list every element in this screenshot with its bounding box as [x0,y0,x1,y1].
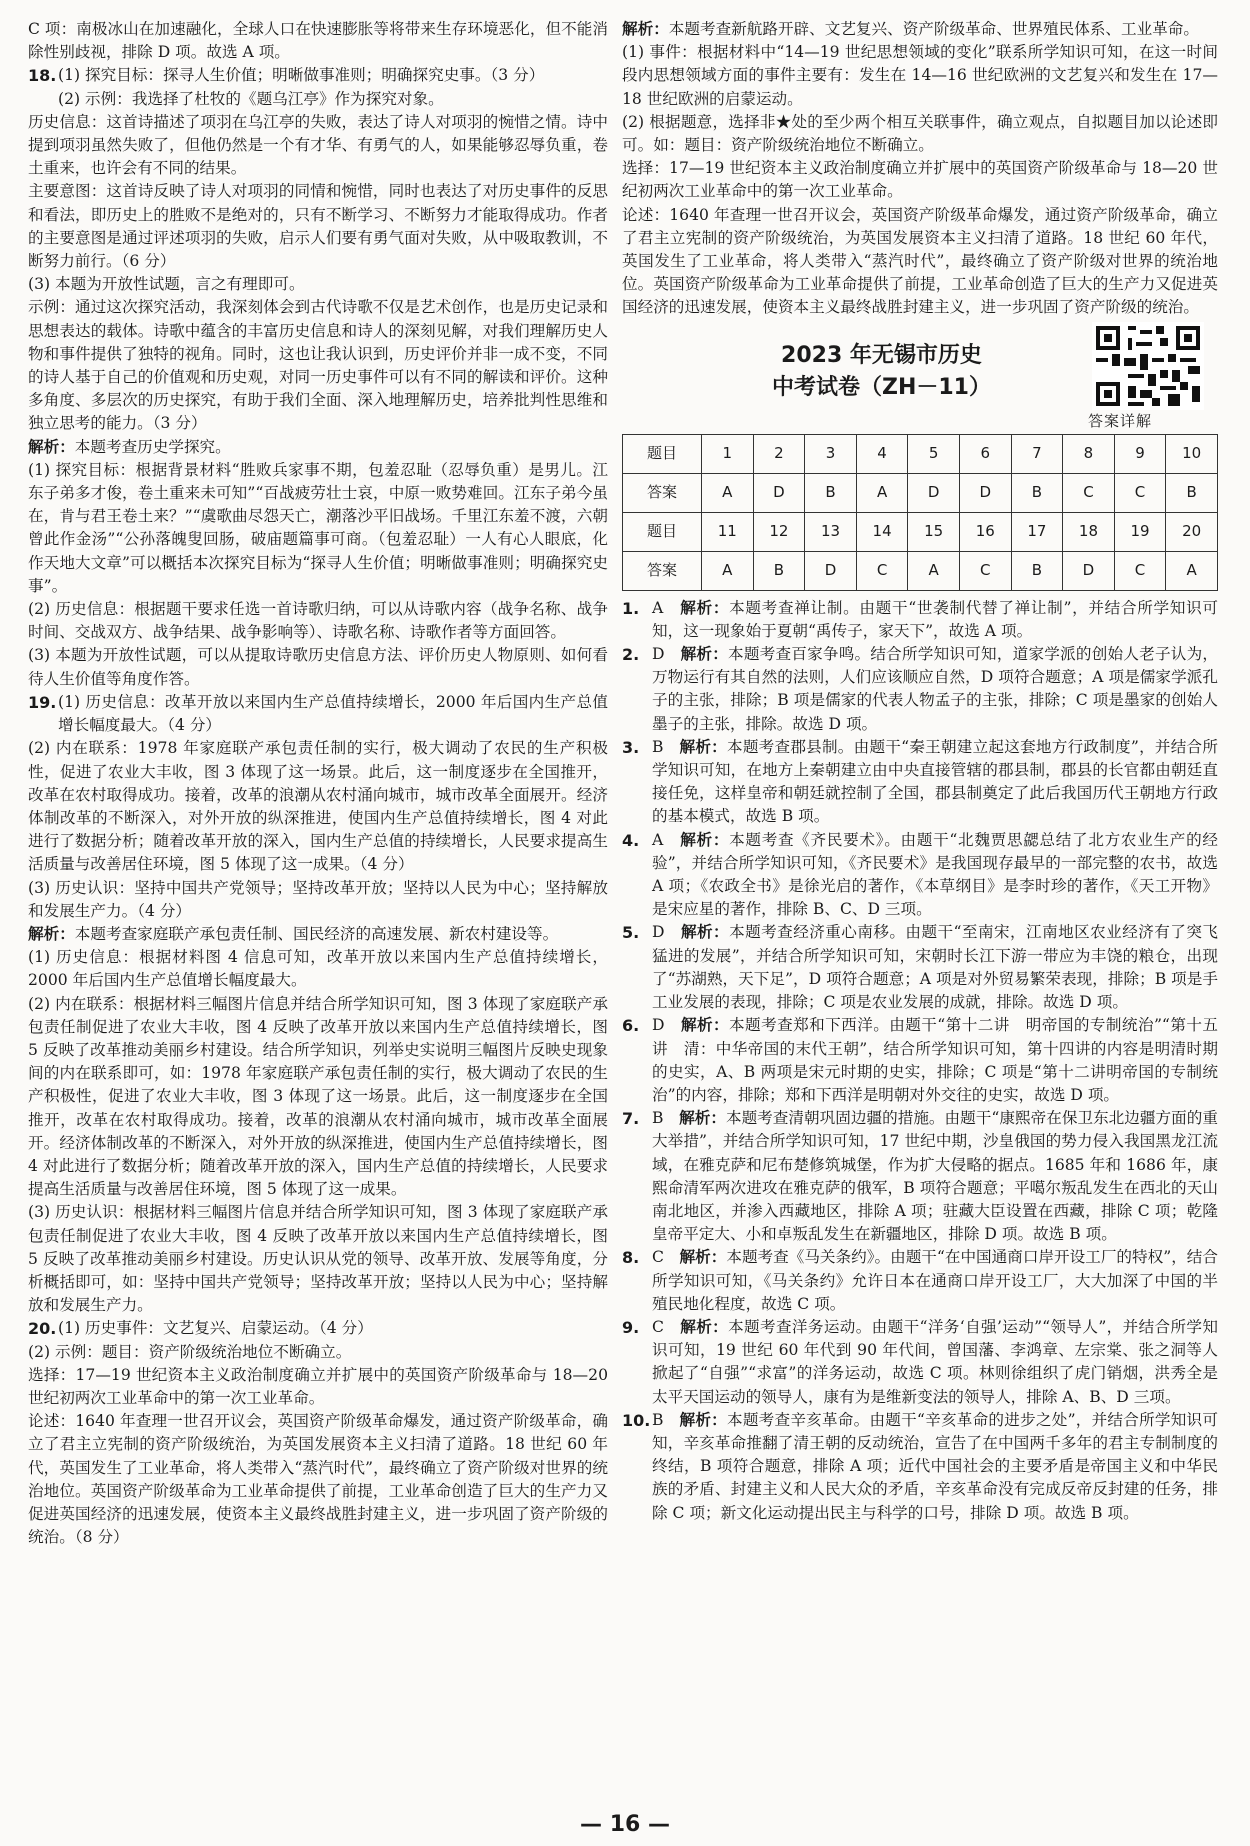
question-number: 18. [28,66,57,86]
analysis-text: 本题考查禅让制。由题干“世袭制代替了禅让制”，并结合所学知识可知，这一现象始于夏朝“禹传子，家天下”，故选 A 项。 [652,598,1218,640]
list-item [622,1409,1218,1525]
question-number: 4. [622,830,640,850]
answer-explanation [652,829,1218,922]
qr-caption: 答案详解 [1088,411,1153,430]
analysis-label: 解析： [679,1109,726,1128]
analysis-text: 本题考查经济重心南移。由题干“至南宋，江南地区农业经济有了突飞猛进的发展”，并结合所学知识可知，宋朝时长江下游一带应为丰饶的粮仓，出现了“苏湖熟，天下足”，D 项符合题意；A 项是对外贸易繁荣表现，排除；B 项是手工业发展的表现，排除；C 项是农业发展的成就，排除。故选 D 项。 [652,923,1218,1012]
answer-explanation [652,1409,1218,1525]
table-cell: 8 [1063,434,1115,473]
answer-letter: B [652,1109,664,1128]
list-item [622,1316,1218,1409]
table-cell: A [856,473,908,512]
table-cell: D [805,551,857,590]
q18-answer-2: (2) 示例：我选择了杜牧的《题乌江亭》作为探究对象。 [58,89,444,108]
analysis-label: 解析： [680,923,730,942]
row-label: 答案 [623,473,702,512]
analysis-label: 解析： [680,598,730,617]
table-cell: 3 [805,434,857,473]
table-cell: 15 [908,512,960,551]
question-number: 1. [622,598,640,618]
q18-analysis-3: (3) 本题为开放性试题，可以从提取诗歌历史信息方法、评价历史人物原则、如何看待人生价值等角度作答。 [28,646,608,688]
table-cell: 6 [959,434,1011,473]
table-cell: A [1166,551,1218,590]
answer-explanation [652,1316,1218,1409]
table-cell: B [1011,551,1063,590]
q18-history-info: 历史信息：这首诗描述了项羽在乌江亭的失败，表达了诗人对项羽的惋惜之情。诗中提到项羽虽然失败了，但他仍然是一个有才华、有勇气的人，如果能够忍辱负重，卷土重来，也许会有不同的结果。 [28,112,608,178]
q18-example: 示例：通过这次探究活动，我深刻体会到古代诗歌不仅是艺术创作，也是历史记录和思想表达的载体。诗歌中蕴含的丰富历史信息和诗人的深刻见解，对我们理解历史人物和事件提供了独特的视角。同时，这也让我认识到，历史评价并非一成不变，不同的诗人基于自己的价值观和历史观，对同一历史事件可以有不同的解读和评价。这种多角度、多层次的历史探究，有助于我们全面、深入地理解历史，培养批判性思维和独立思考的能力。（3 分） [28,298,608,433]
answer-letter: B [652,737,664,756]
q18-answer-3: (3) 本题为开放性试题，言之有理即可。 [28,275,305,294]
answer-explanation [652,921,1218,1014]
q18-analysis: 解析：本题考查历史学探究。 [28,437,231,456]
analysis-text: 本题考查郑和下西洋。由题干“第十二讲 明帝国的专制统治”“第十五讲 清：中华帝国的末代王朝”，结合所学知识可知，第十四讲的内容是明清时期的史实，A、B 两项是宋元时期的史实，排除；C 项是“第十二讲明帝国的专制统治”的内容，排除；郑和下西洋是明朝对外交往的史实，故选 D 项。 [652,1016,1218,1104]
answer-list [622,597,1218,1525]
q20-analysis-1: (1) 事件：根据材料中“14—19 世纪思想领域的变化”联系所学知识可知，在这一时间段内思想领域方面的事件主要有：发生在 14—16 世纪欧洲的文艺复兴和发生在 17—18 世纪欧洲的启蒙运动。 [622,43,1218,108]
table-cell: 13 [805,512,857,551]
answer-explanation [652,643,1218,736]
table-cell: 10 [1166,434,1218,473]
answer-letter: D [652,645,665,664]
answer-letter: D [652,1016,665,1035]
question-18 [28,64,608,110]
q20-analysis-selection: 选择：17—19 世纪资本主义政治制度确立并扩展中的英国资产阶级革命与 18—20 世纪初两次工业革命中的第一次工业革命。 [622,159,1218,201]
table-cell: C [856,551,908,590]
q20-analysis-argument: 论述：1640 年查理一世召开议会，英国资产阶级革命爆发，通过资产阶级革命，确立了君主立宪制的资产阶级统治，为英国发展资本主义扫清了道路。18 世纪 60 年代，英国发生了工业革命，将人类带入“蒸汽时代”，最终确立了资产阶级对世界的统治地位。英国资产阶级革命为工业革命提供了前提，工业革命创造了巨大的生产力又促进英国经济的迅速发展，使资本主义最终战胜封建主义，进一步巩固了资产阶级的统治。 [622,205,1218,317]
analysis-text: 本题考查辛亥革命。由题干“辛亥革命的进步之处”，并结合所学知识可知，辛亥革命推翻了清王朝的反动统治，宣告了在中国两千多年的君主专制制度的终结，B 项符合题意，排除 A 项；近代中国社会的主要矛盾是帝国主义和中华民族的矛盾、封建主义和人民大众的矛盾，辛亥革命没有完成反帝反封建的任务，排除 C 项；新文化运动提出民主与科学的口号，排除 D 项。故选 B 项。 [652,1410,1218,1522]
row-label: 题目 [623,512,702,551]
analysis-label: 解析： [680,830,730,849]
question-20 [28,1317,608,1340]
table-cell: D [908,473,960,512]
analysis-text: 本题考查百家争鸣。结合所学知识可知，道家学派的创始人老子认为，万物运行有其自然的法则，人们应该顺应自然，D 项符合题意；A 项是儒家学派孔子的主张，排除；B 项是儒家的代表人物孟子的主张，排除；C 项是墨家的创始人墨子的主张，排除。故选 D 项。 [652,645,1218,733]
answer-letter: C [652,1317,664,1336]
exam-header [622,320,1218,432]
q20-argument: 论述：1640 年查理一世召开议会，英国资产阶级革命爆发，通过资产阶级革命，确立了君主立宪制的资产阶级统治，为英国发展资本主义扫清了道路。18 世纪 60 年代，英国发生了工业革命，将人类带入“蒸汽时代”，最终确立了资产阶级对世界的统治地位。英国资产阶级革命为工业革命提供了前提，工业革命创造了巨大的生产力又促进英国经济的迅速发展，使资本主义最终战胜封建主义，进一步巩固了资产阶级的统治。（8 分） [28,1412,608,1547]
q20-answer-2: (2) 示例：题目：资产阶级统治地位不断确立。 [28,1342,352,1361]
row-label: 答案 [623,551,702,590]
analysis-label: 解析： [28,437,75,456]
question-number: 5. [622,923,640,943]
table-cell: 9 [1114,434,1166,473]
q17-tail: C 项：南极冰山在加速融化，全球人口在快速膨胀等将带来生存环境恶化，但不能消除性别歧视，排除 D 项。故选 A 项。 [28,20,608,62]
analysis-label: 解析： [622,20,669,38]
table-row [623,473,1218,512]
table-cell: 14 [856,512,908,551]
question-number: 19. [28,692,57,712]
q19-analysis-1: (1) 历史信息：根据材料图 4 信息可知，改革开放以来国内生产总值持续增长，2000 年后国内生产总值增长幅度最大。 [28,948,608,990]
table-row [623,512,1218,551]
right-column [622,18,1218,1525]
q18-analysis-2: (2) 历史信息：根据题干要求任选一首诗歌归纳，可以从诗歌内容（战争名称、战争时间、交战双方、战争结果、战争影响等）、诗歌名称、诗歌作者等方面回答。 [28,600,608,642]
exam-title: 2023 年无锡市历史 中考试卷（ZH－11） [772,342,991,400]
row-label: 题目 [623,434,702,473]
question-number: 9. [622,1317,640,1337]
q18-analysis-1: (1) 探究目标：根据背景材料“胜败兵家事不期，包羞忍耻（忍辱负重）是男儿。江东子弟多才俊，卷土重来未可知”“百战疲劳壮士哀，中原一败势难回。江东子弟今虽在，肯与君王卷土来？”“虞歌曲尽怨天亡，潮落沙平旧战场。千里江东羞不渡，六朝曾此作金汤”“公孙落魄叟回肠，破庙题篇事可商。（包羞忍耻）一人有心人眼底，化作天地大文章”可以概括本次探究目标为“探寻人生价值；明晰做事准则；明确探究史事”。 [28,460,608,595]
table-cell: 17 [1011,512,1063,551]
table-cell: 19 [1114,512,1166,551]
question-number: 2. [622,645,640,665]
analysis-label: 解析： [679,737,728,756]
table-cell: C [959,551,1011,590]
q19-analysis: 解析：本题考查家庭联产承包责任制、国民经济的高速发展、新农村建设等。 [28,924,559,943]
list-item [622,643,1218,736]
q20-answer-1: (1) 历史事件：文艺复兴、启蒙运动。（4 分） [58,1319,373,1338]
table-cell: D [959,473,1011,512]
table-cell: C [1114,473,1166,512]
question-number: 7. [622,1109,640,1129]
table-cell: A [702,473,754,512]
table-cell: D [753,473,805,512]
question-number: 10. [622,1410,651,1430]
answer-table [622,434,1218,591]
table-cell: 11 [702,512,754,551]
table-cell: 5 [908,434,960,473]
table-row [623,434,1218,473]
left-column [28,18,608,1549]
table-cell: A [702,551,754,590]
question-number: 8. [622,1248,640,1268]
q19-analysis-2: (2) 内在联系：根据材料三幅图片信息并结合所学知识可知，图 3 体现了家庭联产承包责任制促进了农业大丰收，图 4 反映了改革开放以来国内生产总值持续增长，图 5 反映了改革推动美丽乡村建设。结合所学知识，列举史实说明三幅图片反映史现象间的内在联系即可，如：1978 年家庭联产承包责任制的实行，极大调动了农民的生产积极性，促进了农业大丰收，图 3 体现了这一场景。此后，这一制度逐步在全国推开，改革在农村取得成功。接着，改革的浪潮从农村涌向城市，城市改革全面展开。经济体制改革的不断深入，对外开放的纵深推进，使国内生产总值持续增长，图 4 对此进行了数据分析；随着改革开放的深入，国内生产总值的持续增长，人民要求提高生活质量与改善居住环境，图 5 体现了这一成果。 [28,994,608,1199]
q18-intent: 主要意图：这首诗反映了诗人对项羽的同情和惋惜，同时也表达了对历史事件的反思和看法，即历史上的胜败不是绝对的，只有不断学习、不断努力才能取得成功。作者的主要意图是通过评述项羽的失败，启示人们要有勇气面对失败，从中吸取教训，不断努力前行。（6 分） [28,182,608,271]
answer-letter: C [652,1248,664,1267]
answer-explanation [652,736,1218,829]
table-cell: C [1114,551,1166,590]
answer-explanation [652,1246,1218,1316]
answer-letter: A [652,598,664,617]
table-cell: B [753,551,805,590]
q20-analysis: 解析：本题考查新航路开辟、文艺复兴、资产阶级革命、世界殖民体系、工业革命。 [622,20,1199,38]
q20-selection: 选择：17—19 世纪资本主义政治制度确立并扩展中的英国资产阶级革命与 18—20 世纪初两次工业革命中的第一次工业革命。 [28,1365,608,1407]
analysis-text: 本题考查清朝巩固边疆的措施。由题干“康熙帝在保卫东北边疆方面的重大举措”，并结合所学知识可知，17 世纪中期，沙皇俄国的势力侵入我国黑龙江流域，在雅克萨和尼布楚修筑城堡，作为扩大侵略的据点。1685 年和 1686 年，康熙命清军两次进攻在雅克萨的俄军，B 项符合题意；平噶尔叛乱发生在西北的天山南北地区，并渗入西藏地区，排除 A 项；驻藏大臣设置在西藏，排除 C 项；乾隆皇帝平定大、小和卓叛乱发生在新疆地区，排除 D 项。故选 B 项。 [652,1109,1218,1244]
answer-explanation [652,1014,1218,1107]
table-cell: 18 [1063,512,1115,551]
question-19 [28,691,608,737]
question-number: 6. [622,1016,640,1036]
answer-letter: A [652,830,664,849]
q19-answer-2: (2) 内在联系：1978 年家庭联产承包责任制的实行，极大调动了农民的生产积极性，促进了农业大丰收，图 3 体现了这一场景。此后，这一制度逐步在全国推开，改革在农村取得成功。接着，改革的浪潮从农村涌向城市，城市改革全面展开。经济体制改革的不断深入，对外开放的纵深推进，使国内生产总值持续增长，图 4 对此进行了数据分析；随着改革开放的深入，国内生产总值的持续增长，人民要求提高生活质量与改善居住环境，图 5 体现了这一成果。（4 分） [28,739,608,874]
q19-answer-1: (1) 历史信息：改革开放以来国内生产总值持续增长，2000 年后国内生产总值增长幅度最大。（4 分） [58,692,608,735]
analysis-label: 解析： [679,1410,728,1429]
table-cell: A [908,551,960,590]
q18-answer-1: (1) 探究目标：探寻人生价值；明晰做事准则；明确探究史事。（3 分） [58,66,545,85]
list-item [622,1107,1218,1246]
q19-analysis-3: (3) 历史认识：根据材料三幅图片信息并结合所学知识可知，图 3 体现了家庭联产承包责任制促进了农业大丰收，图 4 反映了改革开放以来国内生产总值持续增长，图 5 反映了改革推动美丽乡村建设。历史认识从党的领导、改革开放、发展等角度，分析概括即可，如：坚持中国共产党领导；坚持改革开放；坚持以人民为中心；坚持解放和发展生产力。 [28,1203,608,1315]
list-item [622,736,1218,829]
table-cell: D [1063,551,1115,590]
analysis-text: 本题考查郡县制。由题干“秦王朝建立起这套地方行政制度”，并结合所学知识可知，在地方上秦朝建立由中央直接管辖的郡县制，郡县的长官都由朝廷直接任免，这样皇帝和朝廷就控制了全国，郡县制奠定了此后我国历代王朝地方行政的基本模式，故选 B 项。 [652,737,1218,826]
table-cell: 4 [856,434,908,473]
list-item [622,597,1218,643]
table-cell: B [805,473,857,512]
table-cell: 7 [1011,434,1063,473]
answer-letter: D [652,923,665,942]
analysis-label: 解析： [680,645,729,664]
table-row [623,551,1218,590]
analysis-label: 解析： [28,924,75,943]
answer-letter: B [652,1410,664,1429]
table-cell: 2 [753,434,805,473]
question-number: 20. [28,1319,57,1339]
answer-explanation [652,597,1218,643]
page-number: — 16 — [580,1812,670,1837]
q20-analysis-2: (2) 根据题意，选择非★处的至少两个相互关联事件，确立观点，自拟题目加以论述即可。如：题目：资产阶级统治地位不断确立。 [622,112,1218,155]
q19-answer-3: (3) 历史认识：坚持中国共产党领导；坚持改革开放；坚持以人民为中心；坚持解放和发展生产力。（4 分） [28,878,608,920]
table-cell: B [1011,473,1063,512]
question-number: 3. [622,737,640,757]
analysis-text: 本题考查《齐民要术》。由题干“北魏贾思勰总结了北方农业生产的经验”，并结合所学知识可知，《齐民要术》是我国现存最早的一部完整的农书，故选 A 项；《农政全书》是徐光启的著作，《本草纲目》是李时珍的著作，《天工开物》是宋应星的著作，排除 B、C、D 三项。 [652,830,1218,919]
qr-code-icon[interactable] [1092,322,1204,410]
answer-explanation [652,1107,1218,1246]
table-cell: C [1063,473,1115,512]
table-cell: 20 [1166,512,1218,551]
list-item [622,829,1218,922]
list-item [622,1246,1218,1316]
analysis-label: 解析： [679,1248,727,1267]
table-cell: 16 [959,512,1011,551]
analysis-text: 本题考查《马关条约》。由题干“在中国通商口岸开设工厂的特权”，结合所学知识可知，《马关条约》允许日本在通商口岸开设工厂，大大加深了中国的半殖民地化程度，故选 C 项。 [652,1248,1218,1313]
analysis-text: 本题考查洋务运动。由题干“洋务‘自强’运动”“领导人”，并结合所学知识可知，19 世纪 60 年代到 90 年代间，曾国藩、李鸿章、左宗棠、张之洞等人掀起了“自强”“求富”的洋务运动，故选 C 项。林则徐组织了虎门销烟，洪秀全是太平天国运动的领导人，康有为是维新变法的领导人，排除 A、B、D 三项。 [652,1317,1218,1406]
analysis-label: 解析： [680,1016,730,1035]
table-cell: 1 [702,434,754,473]
list-item [622,921,1218,1014]
table-cell: 12 [753,512,805,551]
table-cell: B [1166,473,1218,512]
analysis-label: 解析： [680,1317,729,1336]
list-item [622,1014,1218,1107]
